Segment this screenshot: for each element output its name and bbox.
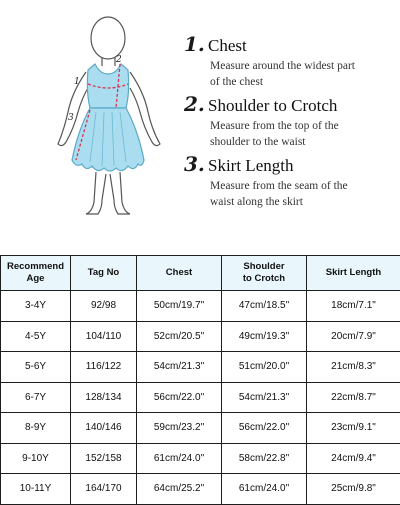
step-description-line: waist along the skirt [210,194,394,210]
step-description-line: Measure from the top of the [210,118,394,134]
size-table [0,255,400,505]
cell-shoulder-to-crotch: 56cm/22.0" [222,413,307,444]
cell-tag-no: 140/146 [71,413,137,444]
table-body [1,291,400,505]
table-row [1,443,400,474]
step-number: 2. [184,92,208,116]
header-tag-no: Tag No [71,256,137,291]
header-shoulder-to-crotch: Shoulder to Crotch [222,256,307,291]
cell-chest: 50cm/19.7" [137,291,222,322]
legs [86,172,130,214]
cell-tag-no: 104/110 [71,321,137,352]
dress-hem-ruffle [72,160,144,171]
table-row [1,352,400,383]
cell-skirt-length: 22cm/8.7" [307,382,400,413]
cell-tag-no: 116/122 [71,352,137,383]
marker-2: 2 [115,55,122,65]
cell-shoulder-to-crotch: 51cm/20.0" [222,352,307,383]
step-description-line: Measure around the widest part [210,58,394,74]
cell-age: 5-6Y [1,352,71,383]
cell-age: 8-9Y [1,413,71,444]
cell-tag-no: 152/158 [71,443,137,474]
cell-chest: 56cm/22.0" [137,382,222,413]
cell-skirt-length: 23cm/9.1" [307,413,400,444]
cell-chest: 52cm/20.5" [137,321,222,352]
step-description [210,118,394,150]
step-title: Chest [208,36,247,56]
step-description [210,178,394,210]
cell-chest: 54cm/21.3" [137,352,222,383]
header-recommend-age: Recommend Age [1,256,71,291]
cell-tag-no: 164/170 [71,474,137,505]
step-title: Skirt Length [208,156,293,176]
cell-age: 3-4Y [1,291,71,322]
step-shoulder-to-crotch [184,92,394,150]
marker-1: 1 [74,77,80,87]
step-description-line: Measure from the seam of the [210,178,394,194]
step-chest [184,32,394,90]
cell-age: 6-7Y [1,382,71,413]
step-description [210,58,394,90]
cell-skirt-length: 21cm/8.3" [307,352,400,383]
table-row [1,291,400,322]
cell-chest: 59cm/23.2" [137,413,222,444]
child-dress-illustration [40,12,180,220]
step-description-line: shoulder to the waist [210,134,394,150]
header-skirt-length: Skirt Length [307,256,400,291]
table-header-row [1,256,400,291]
cell-chest: 64cm/25.2" [137,474,222,505]
head [91,17,125,59]
cell-age: 9-10Y [1,443,71,474]
cell-chest: 61cm/24.0" [137,443,222,474]
step-title: Shoulder to Crotch [208,96,337,116]
cell-skirt-length: 25cm/9.8" [307,474,400,505]
table-row [1,474,400,505]
cell-shoulder-to-crotch: 54cm/21.3" [222,382,307,413]
step-description-line: of the chest [210,74,394,90]
step-number: 1. [184,32,208,56]
cell-tag-no: 128/134 [71,382,137,413]
cell-shoulder-to-crotch: 49cm/19.3" [222,321,307,352]
cell-shoulder-to-crotch: 61cm/24.0" [222,474,307,505]
cell-age: 10-11Y [1,474,71,505]
cell-shoulder-to-crotch: 58cm/22.8" [222,443,307,474]
cell-skirt-length: 18cm/7.1" [307,291,400,322]
header-chest: Chest [137,256,222,291]
marker-3: 3 [68,113,74,123]
cell-skirt-length: 20cm/7.9" [307,321,400,352]
cell-skirt-length: 24cm/9.4" [307,443,400,474]
table-row [1,382,400,413]
table-row [1,413,400,444]
step-skirt-length [184,152,394,210]
cell-age: 4-5Y [1,321,71,352]
step-number: 3. [184,152,208,176]
size-chart [0,255,400,505]
dress-skirt [72,108,144,168]
cell-tag-no: 92/98 [71,291,137,322]
cell-shoulder-to-crotch: 47cm/18.5" [222,291,307,322]
table-row [1,321,400,352]
